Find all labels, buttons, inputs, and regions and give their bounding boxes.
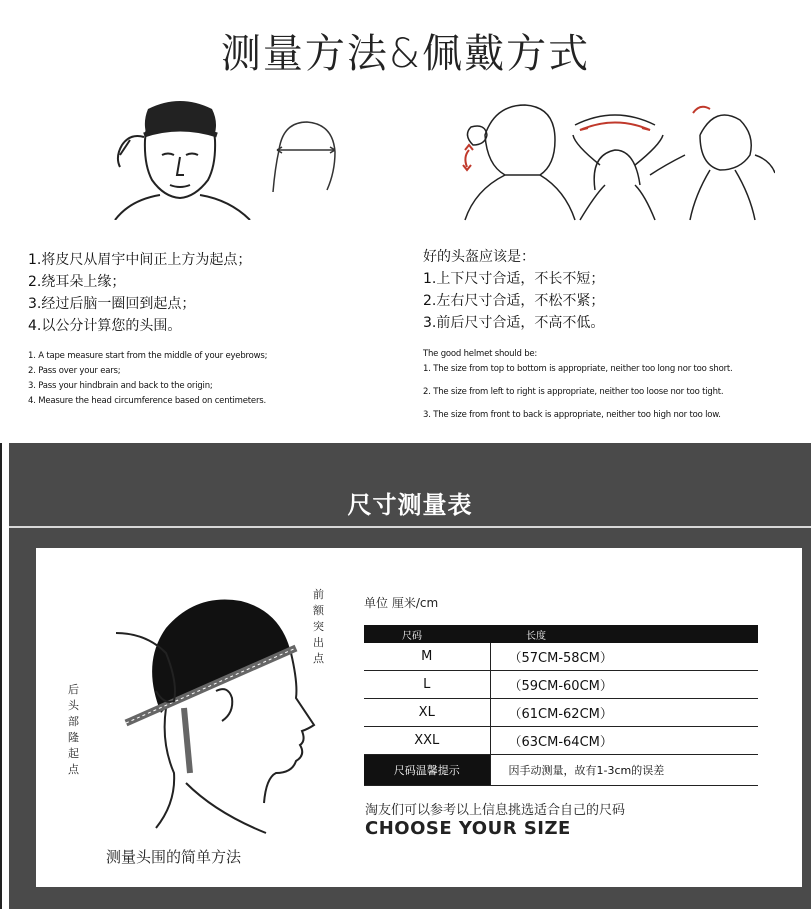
measure-step-en: 3. Pass your hindbrain and back to the origin; (28, 381, 213, 391)
measure-step-zh: 3.经过后脑一圈回到起点； (28, 296, 196, 312)
size-table-header (364, 625, 758, 643)
helmet-wearing-illustrations (455, 95, 775, 225)
measure-step-en: 1. A tape measure start from the middle of your eyebrows; (28, 351, 268, 361)
good-helmet-heading-zh: 好的头盔应该是： (423, 249, 535, 265)
svg-text:突: 突 (313, 620, 324, 633)
good-helmet-item-zh: 3.前后尺寸合适，不高不低。 (423, 315, 605, 331)
head-profile-measurement-illustration (66, 573, 336, 848)
measure-step-en: 2. Pass over your ears; (28, 366, 121, 376)
measuring-method-section (0, 0, 811, 443)
good-helmet-en (423, 347, 733, 423)
good-helmet-heading-en: The good helmet should be: (423, 349, 538, 359)
size-column-header: 尺码 (364, 625, 490, 643)
measure-steps-en (28, 349, 267, 409)
size-cell: XXL (364, 727, 490, 755)
svg-text:部: 部 (68, 715, 79, 728)
size-tip-text: 因手动测量，故有1-3cm的误差 (490, 755, 758, 786)
svg-text:后: 后 (68, 683, 79, 696)
svg-text:起: 起 (68, 747, 79, 760)
choose-your-size: CHOOSE YOUR SIZE (365, 818, 571, 839)
good-helmet-item-en: 2. The size from left to right is appropriate, neither too loose nor too tight. (423, 387, 724, 397)
size-chart-section (9, 443, 811, 909)
table-row (364, 699, 758, 727)
table-row (364, 671, 758, 699)
length-cell: （63CM-64CM） (490, 727, 758, 755)
length-cell: （61CM-62CM） (490, 699, 758, 727)
measurement-caption: 测量头围的简单方法 (106, 848, 242, 866)
size-chart-title: 尺寸测量表 (347, 491, 473, 519)
svg-text:前: 前 (313, 588, 324, 601)
head-outline-illustration (265, 120, 345, 195)
measure-step-en: 4. Measure the head circumference based on centimeters. (28, 396, 266, 406)
size-cell: M (364, 643, 490, 671)
size-cell: XL (364, 699, 490, 727)
svg-text:点: 点 (68, 763, 79, 776)
good-helmet-item-zh: 2.左右尺寸合适，不松不紧； (423, 293, 605, 309)
size-chart-panel (36, 548, 802, 887)
man-measuring-head-illustration (100, 95, 260, 220)
svg-text:隆: 隆 (68, 731, 79, 744)
section-divider (9, 526, 811, 528)
length-cell: （59CM-60CM） (490, 671, 758, 699)
svg-text:额: 额 (313, 604, 324, 617)
svg-text:头: 头 (68, 699, 79, 712)
length-column-header: 长度 (490, 625, 758, 643)
size-tip-label: 尺码温馨提示 (364, 755, 490, 786)
good-helmet-item-zh: 1.上下尺寸合适，不长不短； (423, 271, 605, 287)
measure-step-zh: 4.以公分计算您的头围。 (28, 318, 182, 334)
good-helmet-item-en: 1. The size from top to bottom is appropriate, neither too long nor too short. (423, 364, 733, 374)
table-row (364, 727, 758, 755)
good-helmet-item-en: 3. The size from front to back is appropriate, neither too high nor too low. (423, 410, 721, 420)
size-table (364, 625, 758, 786)
page-title: 测量方法&佩戴方式 (220, 31, 591, 77)
table-row (364, 643, 758, 671)
measure-step-zh: 1.将皮尺从眉宇中间正上方为起点； (28, 252, 252, 268)
good-helmet-zh (423, 246, 604, 334)
svg-text:出: 出 (313, 636, 324, 649)
measure-step-zh: 2.绕耳朵上缘； (28, 274, 126, 290)
length-cell: （57CM-58CM） (490, 643, 758, 671)
measure-steps-zh (28, 249, 251, 337)
size-tip-row (364, 755, 758, 786)
size-advice: 淘友们可以参考以上信息挑选适合自己的尺码 (365, 803, 626, 818)
svg-text:点: 点 (313, 652, 324, 665)
unit-label: 单位 厘米/cm (364, 596, 439, 610)
size-cell: L (364, 671, 490, 699)
